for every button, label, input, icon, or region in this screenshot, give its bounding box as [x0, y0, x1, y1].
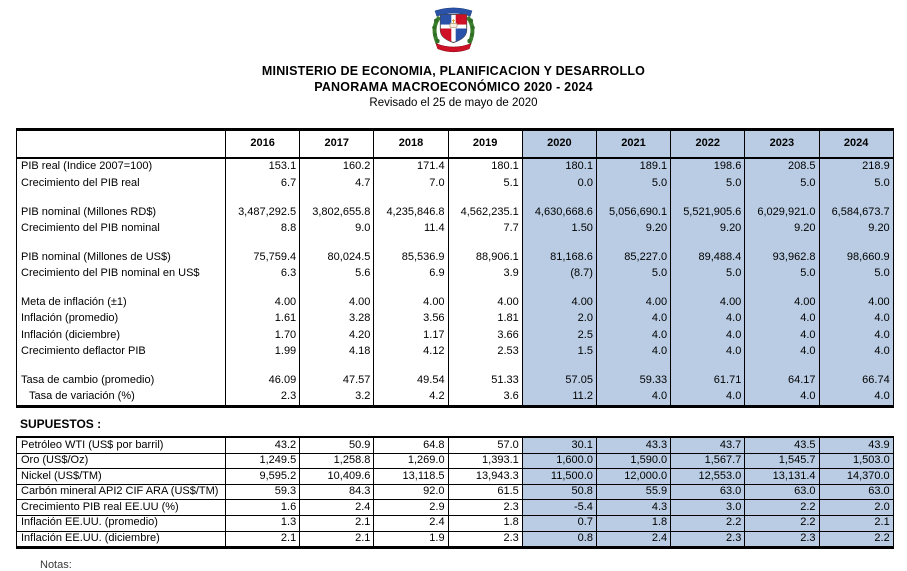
year-header: 2020	[522, 130, 596, 159]
row-label	[17, 192, 226, 204]
value-cell: 5.0	[819, 266, 893, 282]
table-row	[17, 311, 894, 327]
value-cell: 9.0	[300, 221, 374, 237]
value-cell: 43.7	[671, 437, 745, 453]
value-cell: 4.00	[226, 295, 300, 311]
value-cell	[671, 192, 745, 204]
value-cell: 1,393.1	[448, 453, 522, 469]
row-label: Crecimiento PIB real EE.UU (%)	[17, 500, 226, 516]
row-label: Tasa de variación (%)	[17, 389, 226, 407]
value-cell	[596, 192, 670, 204]
value-cell: 180.1	[448, 158, 522, 175]
row-label: Petróleo WTI (US$ por barril)	[17, 437, 226, 453]
table-row	[17, 531, 894, 548]
value-cell	[448, 360, 522, 372]
value-cell: 7.0	[374, 175, 448, 191]
notes-label: Notas:	[40, 559, 72, 571]
value-cell: 2.3	[745, 531, 819, 548]
value-cell: 4.0	[819, 389, 893, 407]
value-cell: 153.1	[226, 158, 300, 175]
value-cell: 75,759.4	[226, 249, 300, 265]
value-cell: 6.7	[226, 175, 300, 191]
value-cell: 4.2	[374, 389, 448, 407]
value-cell: 5.0	[596, 175, 670, 191]
value-cell: 10,409.6	[300, 469, 374, 485]
value-cell: 2.53	[448, 344, 522, 360]
value-cell	[671, 237, 745, 249]
value-cell	[596, 282, 670, 294]
row-label: Nickel (US$/TM)	[17, 469, 226, 485]
value-cell: 4.0	[745, 311, 819, 327]
value-cell: 0.7	[522, 515, 596, 531]
macro-table	[16, 128, 894, 408]
row-label: Inflación EE.UU. (promedio)	[17, 515, 226, 531]
value-cell: 4.0	[745, 327, 819, 343]
value-cell: 5.0	[745, 266, 819, 282]
value-cell: 5.0	[671, 266, 745, 282]
value-cell: 9,595.2	[226, 469, 300, 485]
value-cell: 4.0	[745, 344, 819, 360]
value-cell	[374, 237, 448, 249]
year-header: 2023	[745, 130, 819, 159]
value-cell: 50.9	[300, 437, 374, 453]
value-cell: 88,906.1	[448, 249, 522, 265]
value-cell	[226, 360, 300, 372]
value-cell: 1,590.0	[596, 453, 670, 469]
year-header: 2019	[448, 130, 522, 159]
value-cell	[300, 282, 374, 294]
row-label: Crecimiento deflactor PIB	[17, 344, 226, 360]
value-cell	[522, 192, 596, 204]
value-cell: 13,118.5	[374, 469, 448, 485]
value-cell: 1.3	[226, 515, 300, 531]
value-cell	[226, 282, 300, 294]
value-cell: 2.3	[671, 531, 745, 548]
value-cell	[300, 237, 374, 249]
value-cell: 2.9	[374, 500, 448, 516]
value-cell: 4,630,668.6	[522, 204, 596, 220]
value-cell: 4.00	[671, 295, 745, 311]
value-cell	[819, 237, 893, 249]
value-cell: 2.3	[448, 531, 522, 548]
value-cell: 9.20	[819, 221, 893, 237]
spacer-row	[17, 192, 894, 204]
bible-icon	[450, 23, 457, 27]
value-cell: 11,500.0	[522, 469, 596, 485]
value-cell: 47.57	[300, 372, 374, 388]
supuestos-heading: SUPUESTOS :	[20, 417, 102, 431]
value-cell: 2.5	[522, 327, 596, 343]
year-header-row	[17, 130, 894, 159]
value-cell: 85,536.9	[374, 249, 448, 265]
value-cell: 92.0	[374, 484, 448, 500]
supuestos-table	[16, 436, 894, 549]
value-cell: 2.1	[300, 515, 374, 531]
value-cell: 4.00	[819, 295, 893, 311]
row-label: PIB real (Indice 2007=100)	[17, 158, 226, 175]
value-cell: 4.0	[671, 389, 745, 407]
value-cell: 1.5	[522, 344, 596, 360]
table-row	[17, 221, 894, 237]
value-cell: 14,370.0	[819, 469, 893, 485]
value-cell	[819, 192, 893, 204]
value-cell: 5.6	[300, 266, 374, 282]
spacer-row	[17, 360, 894, 372]
year-header: 2021	[596, 130, 670, 159]
table-row	[17, 389, 894, 407]
value-cell: 1,258.8	[300, 453, 374, 469]
value-cell: 7.7	[448, 221, 522, 237]
value-cell: 5.0	[596, 266, 670, 282]
value-cell: 11.4	[374, 221, 448, 237]
value-cell: 218.9	[819, 158, 893, 175]
value-cell: 1,567.7	[671, 453, 745, 469]
value-cell: 11.2	[522, 389, 596, 407]
row-label: Meta de inflación (±1)	[17, 295, 226, 311]
value-cell: 12,553.0	[671, 469, 745, 485]
row-label	[17, 237, 226, 249]
value-cell: 4.0	[596, 389, 670, 407]
value-cell: 43.5	[745, 437, 819, 453]
value-cell	[226, 237, 300, 249]
value-cell	[671, 282, 745, 294]
row-label	[17, 282, 226, 294]
row-label: Carbón mineral API2 CIF ARA (US$/TM)	[17, 484, 226, 500]
year-header: 2016	[226, 130, 300, 159]
row-label: Inflación (promedio)	[17, 311, 226, 327]
value-cell	[671, 360, 745, 372]
value-cell: 93,962.8	[745, 249, 819, 265]
table-row	[17, 484, 894, 500]
value-cell	[448, 192, 522, 204]
value-cell: 2.4	[374, 515, 448, 531]
value-cell: 4.12	[374, 344, 448, 360]
value-cell	[300, 360, 374, 372]
value-cell	[596, 237, 670, 249]
value-cell: 4.7	[300, 175, 374, 191]
table-row	[17, 175, 894, 191]
row-label: Oro (US$/Oz)	[17, 453, 226, 469]
value-cell: 4.00	[448, 295, 522, 311]
value-cell: 3.66	[448, 327, 522, 343]
value-cell: 4,235,846.8	[374, 204, 448, 220]
table-row	[17, 515, 894, 531]
table-row	[17, 469, 894, 485]
value-cell: 64.17	[745, 372, 819, 388]
year-header: 2022	[671, 130, 745, 159]
value-cell: 5.0	[819, 175, 893, 191]
value-cell: 1.61	[226, 311, 300, 327]
value-cell: 59.3	[226, 484, 300, 500]
value-cell: 3.2	[300, 389, 374, 407]
value-cell: 61.71	[671, 372, 745, 388]
value-cell: 4.3	[596, 500, 670, 516]
value-cell: 2.1	[226, 531, 300, 548]
row-label: PIB nominal (Millones RD$)	[17, 204, 226, 220]
value-cell: 2.2	[745, 515, 819, 531]
value-cell: 43.2	[226, 437, 300, 453]
value-cell	[819, 282, 893, 294]
value-cell: 0.8	[522, 531, 596, 548]
value-cell: 6.9	[374, 266, 448, 282]
row-label: Crecimiento del PIB nominal	[17, 221, 226, 237]
value-cell: 2.1	[819, 515, 893, 531]
value-cell: 5,521,905.6	[671, 204, 745, 220]
value-cell: 1,269.0	[374, 453, 448, 469]
value-cell	[226, 192, 300, 204]
year-header: 2018	[374, 130, 448, 159]
value-cell: 4.00	[596, 295, 670, 311]
value-cell	[745, 237, 819, 249]
value-cell: 63.0	[745, 484, 819, 500]
value-cell: 81,168.6	[522, 249, 596, 265]
value-cell: 2.4	[300, 500, 374, 516]
year-header: 2024	[819, 130, 893, 159]
value-cell: 46.09	[226, 372, 300, 388]
value-cell: 1.81	[448, 311, 522, 327]
spacer-row	[17, 282, 894, 294]
data-table	[16, 128, 894, 408]
table-row	[17, 372, 894, 388]
value-cell: 59.33	[596, 372, 670, 388]
value-cell: 13,131.4	[745, 469, 819, 485]
value-cell: 51.33	[448, 372, 522, 388]
value-cell	[596, 360, 670, 372]
value-cell: 4.00	[300, 295, 374, 311]
value-cell: 180.1	[522, 158, 596, 175]
value-cell: 3.6	[448, 389, 522, 407]
row-label: Crecimiento del PIB nominal en US$	[17, 266, 226, 282]
value-cell: 43.3	[596, 437, 670, 453]
value-cell: 12,000.0	[596, 469, 670, 485]
value-cell: 4.0	[819, 327, 893, 343]
value-cell: 1,545.7	[745, 453, 819, 469]
value-cell: 9.20	[745, 221, 819, 237]
value-cell: 6,029,921.0	[745, 204, 819, 220]
value-cell: (8.7)	[522, 266, 596, 282]
value-cell: 1,600.0	[522, 453, 596, 469]
value-cell: 2.2	[671, 515, 745, 531]
table-row	[17, 295, 894, 311]
value-cell: 1.17	[374, 327, 448, 343]
value-cell: 49.54	[374, 372, 448, 388]
table-row	[17, 453, 894, 469]
value-cell	[300, 192, 374, 204]
value-cell	[374, 360, 448, 372]
value-cell: 5.0	[745, 175, 819, 191]
value-cell	[745, 282, 819, 294]
spacer-row	[17, 237, 894, 249]
table-row	[17, 437, 894, 453]
value-cell: 55.9	[596, 484, 670, 500]
value-cell: 57.0	[448, 437, 522, 453]
value-cell: 1.8	[596, 515, 670, 531]
value-cell	[522, 360, 596, 372]
value-cell: 6.3	[226, 266, 300, 282]
value-cell: 4.0	[819, 344, 893, 360]
value-cell: 4.0	[596, 344, 670, 360]
value-cell: 4,562,235.1	[448, 204, 522, 220]
value-cell: 84.3	[300, 484, 374, 500]
value-cell	[522, 282, 596, 294]
value-cell: 80,024.5	[300, 249, 374, 265]
value-cell: 3.56	[374, 311, 448, 327]
page-title: PANORAMA MACROECONÓMICO 2020 - 2024	[314, 80, 593, 94]
data-table	[16, 436, 894, 549]
value-cell: 13,943.3	[448, 469, 522, 485]
value-cell: 1.50	[522, 221, 596, 237]
value-cell: 9.20	[596, 221, 670, 237]
value-cell: 85,227.0	[596, 249, 670, 265]
value-cell: 2.2	[819, 531, 893, 548]
table-row	[17, 500, 894, 516]
value-cell	[374, 192, 448, 204]
table-row	[17, 158, 894, 175]
value-cell: 1.99	[226, 344, 300, 360]
value-cell	[745, 360, 819, 372]
value-cell: 5.1	[448, 175, 522, 191]
value-cell	[448, 237, 522, 249]
value-cell: 5.0	[671, 175, 745, 191]
row-label: Tasa de cambio (promedio)	[17, 372, 226, 388]
value-cell: 4.0	[596, 311, 670, 327]
value-cell: 2.3	[226, 389, 300, 407]
value-cell: 4.20	[300, 327, 374, 343]
value-cell: 198.6	[671, 158, 745, 175]
value-cell	[374, 282, 448, 294]
value-cell	[448, 282, 522, 294]
table-row	[17, 204, 894, 220]
value-cell: 4.00	[745, 295, 819, 311]
value-cell: 3.28	[300, 311, 374, 327]
value-cell: 2.0	[522, 311, 596, 327]
value-cell: 3.0	[671, 500, 745, 516]
value-cell	[819, 360, 893, 372]
value-cell: 63.0	[671, 484, 745, 500]
value-cell: 1,503.0	[819, 453, 893, 469]
value-cell: 89,488.4	[671, 249, 745, 265]
value-cell: 1.8	[448, 515, 522, 531]
value-cell: 171.4	[374, 158, 448, 175]
value-cell: 63.0	[819, 484, 893, 500]
table-row	[17, 266, 894, 282]
corner-cell	[17, 130, 226, 159]
ministry-title: MINISTERIO DE ECONOMIA, PLANIFICACION Y DESARROLLO	[261, 64, 646, 78]
value-cell: 4.0	[671, 327, 745, 343]
value-cell: 1.6	[226, 500, 300, 516]
value-cell: 6,584,673.7	[819, 204, 893, 220]
value-cell: 4.0	[671, 344, 745, 360]
value-cell: 8.8	[226, 221, 300, 237]
value-cell: 2.2	[745, 500, 819, 516]
value-cell: 160.2	[300, 158, 374, 175]
value-cell: 50.8	[522, 484, 596, 500]
value-cell: 98,660.9	[819, 249, 893, 265]
value-cell: 57.05	[522, 372, 596, 388]
value-cell: 3,802,655.8	[300, 204, 374, 220]
value-cell: 4.0	[596, 327, 670, 343]
value-cell: 1,249.5	[226, 453, 300, 469]
value-cell: 4.0	[745, 389, 819, 407]
value-cell: -5.4	[522, 500, 596, 516]
coat-of-arms-logo	[427, 3, 480, 54]
value-cell: 4.0	[819, 311, 893, 327]
value-cell: 66.74	[819, 372, 893, 388]
value-cell: 3,487,292.5	[226, 204, 300, 220]
value-cell: 3.9	[448, 266, 522, 282]
row-label: Inflación EE.UU. (diciembre)	[17, 531, 226, 548]
row-label	[17, 360, 226, 372]
value-cell: 30.1	[522, 437, 596, 453]
value-cell: 4.18	[300, 344, 374, 360]
value-cell: 64.8	[374, 437, 448, 453]
value-cell: 1.9	[374, 531, 448, 548]
row-label: Crecimiento del PIB real	[17, 175, 226, 191]
value-cell: 4.00	[374, 295, 448, 311]
value-cell: 2.4	[596, 531, 670, 548]
value-cell: 5,056,690.1	[596, 204, 670, 220]
value-cell: 2.1	[300, 531, 374, 548]
value-cell: 43.9	[819, 437, 893, 453]
row-label: Inflación (diciembre)	[17, 327, 226, 343]
row-label: PIB nominal (Millones de US$)	[17, 249, 226, 265]
table-row	[17, 249, 894, 265]
value-cell	[522, 237, 596, 249]
value-cell: 4.00	[522, 295, 596, 311]
value-cell: 2.3	[448, 500, 522, 516]
value-cell: 189.1	[596, 158, 670, 175]
table-row	[17, 344, 894, 360]
value-cell: 208.5	[745, 158, 819, 175]
revision-date: Revisado el 25 de mayo de 2020	[369, 97, 538, 109]
value-cell: 4.0	[671, 311, 745, 327]
value-cell: 2.0	[819, 500, 893, 516]
value-cell: 9.20	[671, 221, 745, 237]
value-cell	[745, 192, 819, 204]
value-cell: 0.0	[522, 175, 596, 191]
table-row	[17, 327, 894, 343]
value-cell: 61.5	[448, 484, 522, 500]
bottom-ribbon	[436, 43, 471, 51]
year-header: 2017	[300, 130, 374, 159]
value-cell: 1.70	[226, 327, 300, 343]
